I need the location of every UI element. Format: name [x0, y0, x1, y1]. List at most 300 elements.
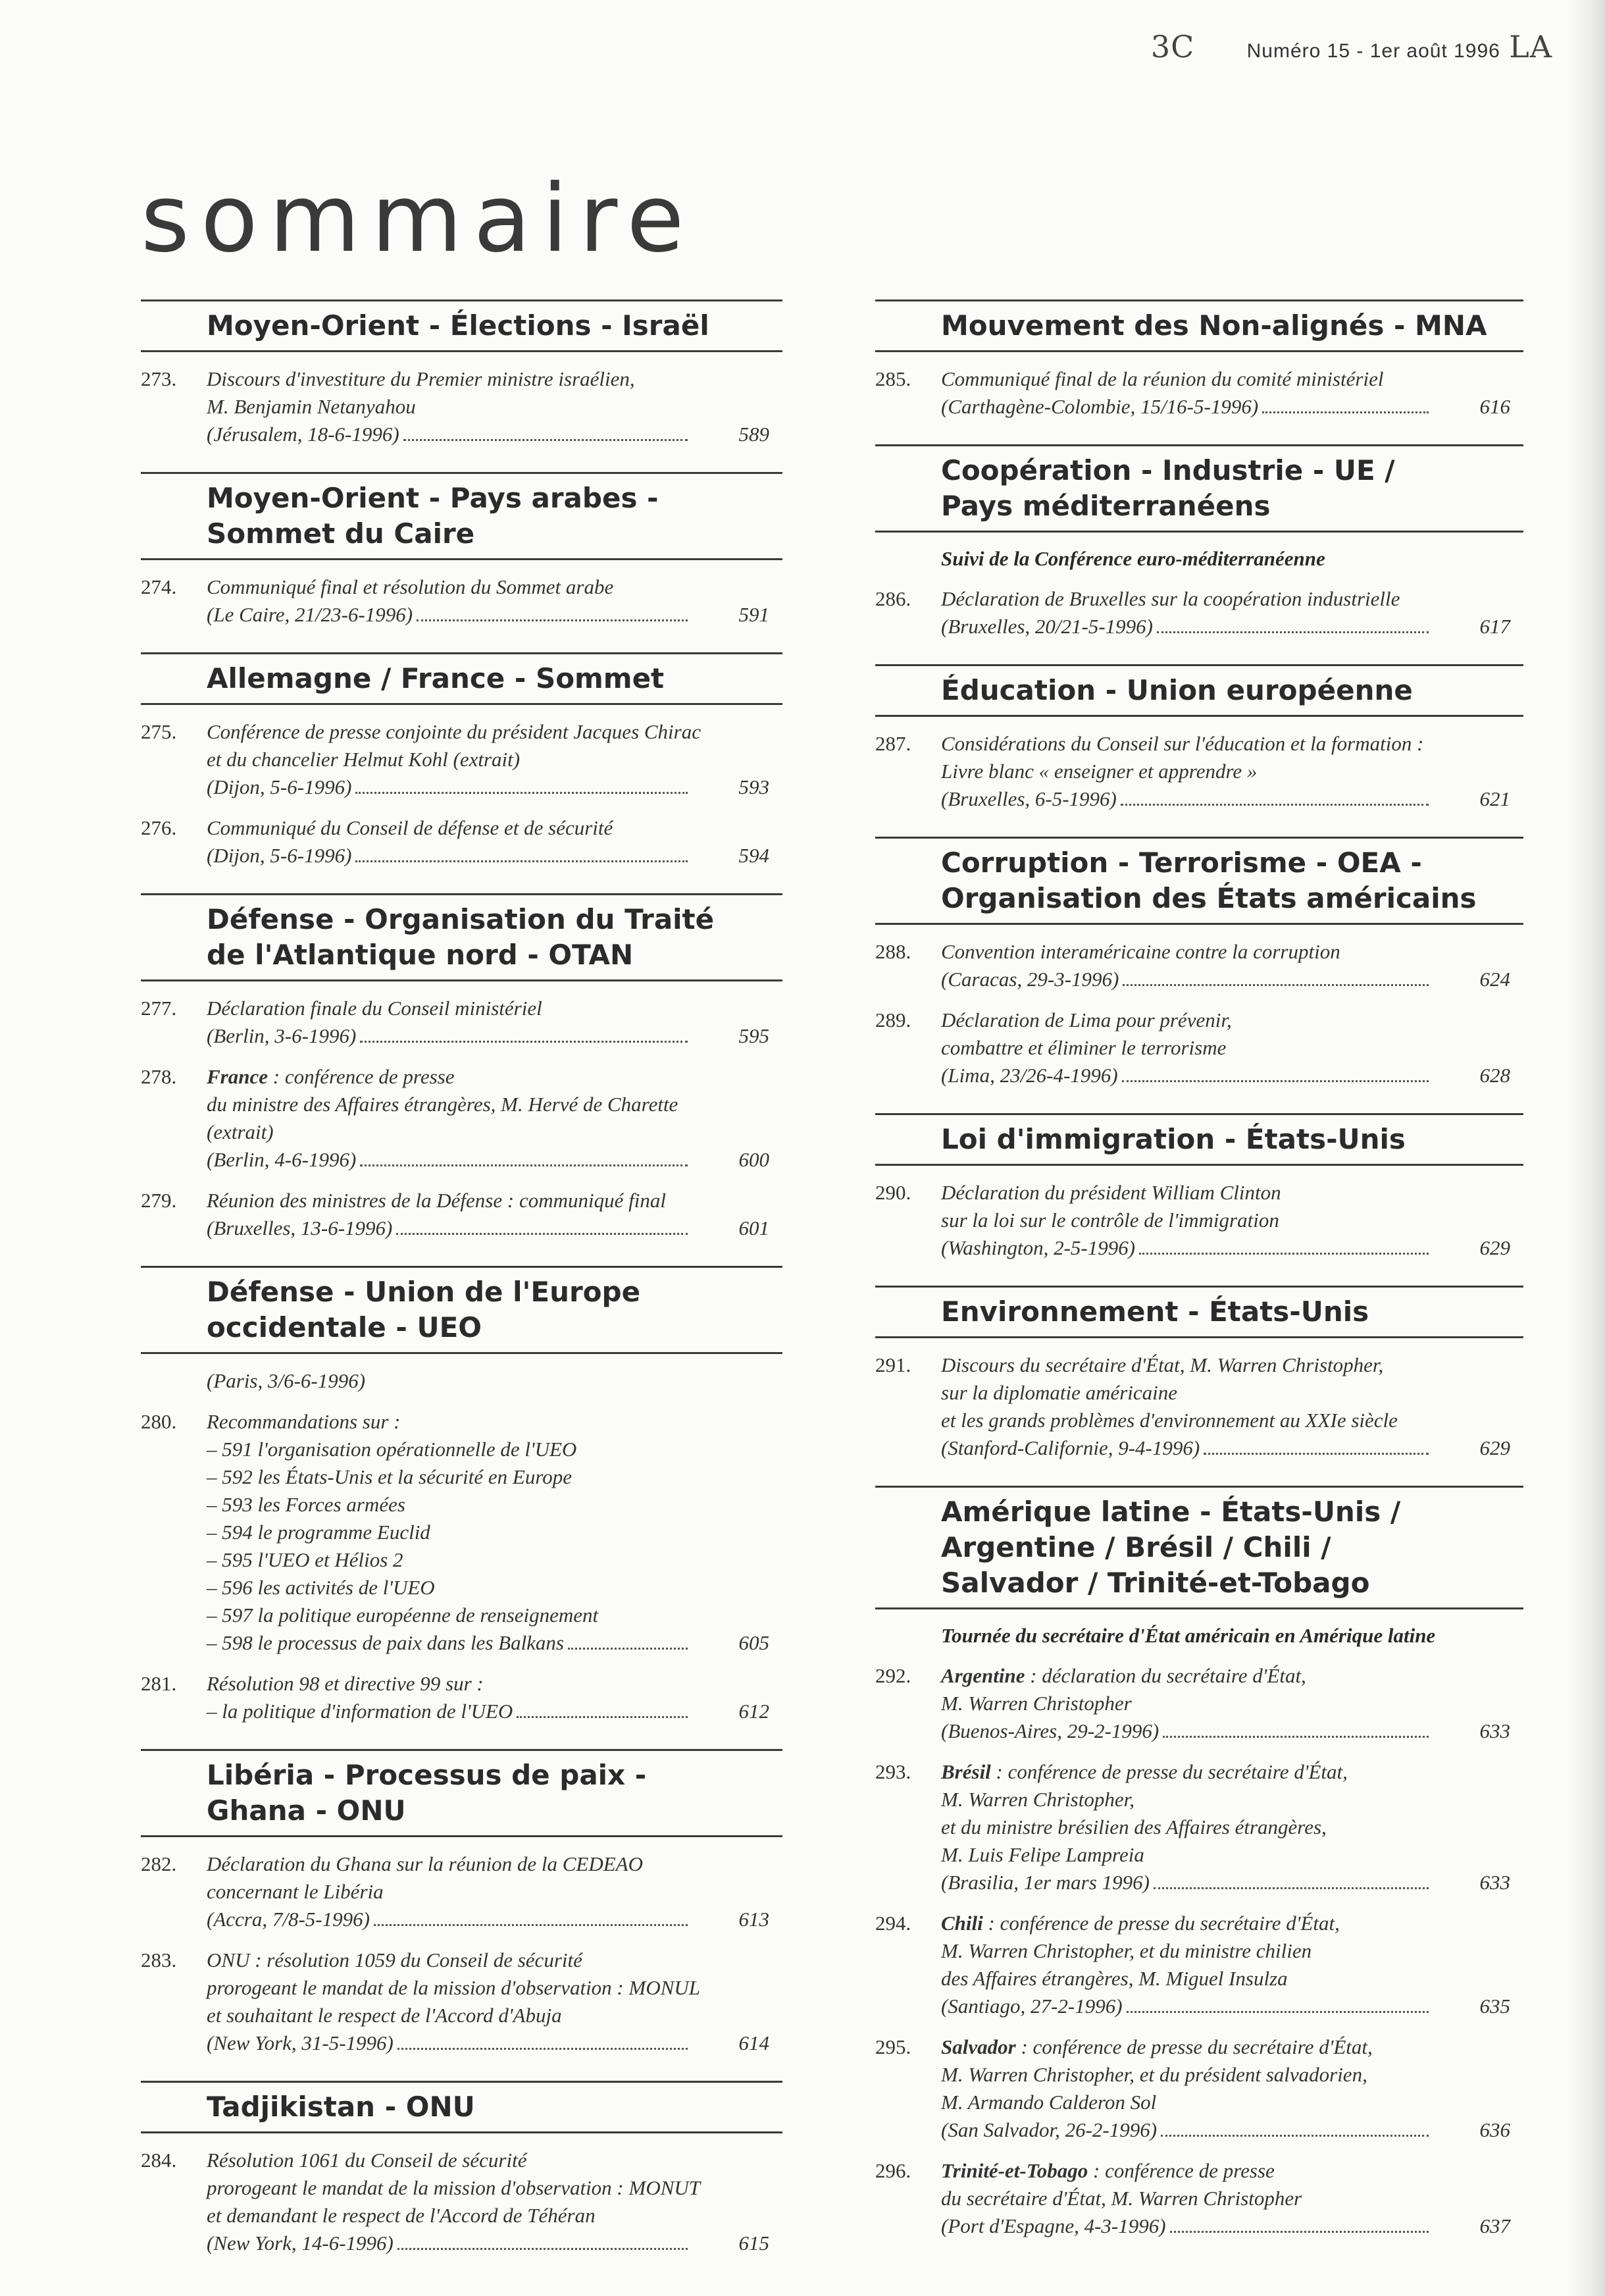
page-number: 615	[738, 2231, 769, 2255]
entry-line-text: (Caracas, 29-3-1996)	[941, 968, 1119, 991]
entry-line	[207, 1436, 697, 1463]
toc-entry	[141, 814, 782, 870]
entry-line-text: prorogeant le mandat de la mission d'observation : MONUL	[207, 1976, 701, 1999]
entry-line	[207, 1146, 697, 1174]
entry-country: France	[207, 1065, 268, 1088]
entry-line	[941, 1179, 1438, 1207]
toc-entry	[875, 585, 1523, 640]
handwritten-note-end: LA	[1509, 29, 1552, 65]
entry-line	[207, 1878, 697, 1906]
entry-line	[207, 1463, 697, 1491]
entry-line-text: (Lima, 23/26-4-1996)	[941, 1064, 1118, 1087]
entry-line	[941, 1407, 1438, 1434]
entry-text	[207, 2147, 701, 2257]
entry-line-text: (Dijon, 5-6-1996)	[207, 844, 352, 867]
entry-line-text: (extrait)	[207, 1120, 274, 1143]
page-number: 628	[1479, 1064, 1510, 1087]
entry-line	[941, 1869, 1438, 1896]
section-heading	[141, 652, 782, 705]
dot-leader	[1157, 625, 1429, 633]
section-heading	[141, 2081, 782, 2133]
dot-leader	[1161, 2128, 1429, 2137]
page-number: 621	[1479, 787, 1510, 810]
entry-line	[207, 1408, 697, 1436]
entry-line-text: – la politique d'information de l'UEO	[207, 1700, 513, 1723]
entry-text	[207, 365, 697, 448]
entry-line-text: M. Armando Calderon Sol	[941, 2091, 1157, 2114]
entry-line-text: sur la loi sur le contrôle de l'immigration	[941, 1209, 1279, 1232]
toc-entry	[141, 1063, 782, 1174]
entry-line	[941, 1910, 1438, 1937]
dot-leader	[1127, 2004, 1429, 2013]
entry-line-text: Déclaration de Lima pour prévenir,	[941, 1008, 1232, 1031]
entry-line	[941, 758, 1438, 785]
entry-line-text: (Bruxelles, 20/21-5-1996)	[941, 615, 1153, 638]
entry-line	[941, 1662, 1438, 1690]
entry-line-text: (San Salvador, 26-2-1996)	[941, 2118, 1158, 2141]
toc-section	[141, 893, 782, 1242]
entry-text	[941, 938, 1438, 993]
toc-section	[875, 1113, 1523, 1262]
entry-text	[207, 1367, 697, 1395]
entry-line	[941, 966, 1438, 993]
entry-line	[941, 613, 1438, 640]
section-heading-line: Argentine / Brésil / Chili /	[941, 1531, 1331, 1563]
section-heading-line: Moyen-Orient - Élections - Israël	[207, 309, 709, 342]
toc-section	[141, 1749, 782, 2057]
entry-line	[207, 1519, 697, 1546]
entry-line-text: M. Warren Christopher, et du ministre chilien	[941, 1939, 1312, 1962]
entry-number: 277.	[141, 997, 177, 1020]
entry-country: Argentine	[941, 1664, 1025, 1687]
entry-line	[941, 938, 1438, 966]
left-column	[141, 300, 782, 2281]
page-number: 594	[738, 844, 769, 867]
dot-leader	[417, 613, 688, 621]
section-heading-line: Moyen-Orient - Pays arabes -	[207, 482, 659, 514]
entry-line-text: Communiqué final de la réunion du comité ministériel	[941, 367, 1384, 390]
entry-number: 275.	[141, 720, 177, 743]
entry-line	[207, 1022, 697, 1050]
dot-leader	[360, 1034, 688, 1043]
entry-line-text: et du chancelier Helmut Kohl (extrait)	[207, 748, 521, 771]
dot-leader	[568, 1641, 688, 1650]
entry-line	[941, 393, 1438, 421]
entry-line	[207, 421, 697, 448]
toc-section	[875, 1486, 1523, 2240]
page-number: 600	[738, 1148, 769, 1171]
toc-section	[141, 652, 782, 870]
entry-line	[941, 1379, 1438, 1407]
entry-line	[207, 1602, 697, 1629]
toc-section	[875, 664, 1523, 813]
entry-line-text: – 596 les activités de l'UEO	[207, 1576, 435, 1599]
entry-text	[941, 1351, 1438, 1462]
entry-number: 280.	[141, 1410, 177, 1433]
entry-number: 281.	[141, 1672, 177, 1695]
entry-text	[941, 1662, 1438, 1745]
page-number: 637	[1479, 2214, 1510, 2237]
section-heading	[875, 837, 1523, 925]
section-heading	[875, 1486, 1523, 1609]
entry-number: 292.	[875, 1664, 911, 1687]
entry-text	[207, 718, 701, 801]
page-number: 593	[738, 775, 769, 798]
entry-line	[941, 1965, 1438, 1993]
section-heading-line: Mouvement des Non-alignés - MNA	[941, 309, 1487, 342]
dot-leader	[1121, 797, 1429, 806]
toc-section	[141, 300, 782, 448]
dot-leader	[1122, 1074, 1429, 1082]
toc-entry	[875, 1758, 1523, 1896]
entry-line-text: – 594 le programme Euclid	[207, 1521, 430, 1544]
entry-line	[207, 995, 697, 1022]
toc-entry	[141, 995, 782, 1050]
entry-text	[941, 1006, 1438, 1089]
toc-section	[141, 1266, 782, 1725]
page-number: 612	[738, 1700, 769, 1723]
entry-number: 278.	[141, 1065, 177, 1088]
page-title: sommaire	[141, 165, 696, 273]
dot-leader	[403, 432, 688, 441]
dot-leader	[1123, 978, 1429, 986]
entry-line	[207, 1574, 697, 1602]
page-number: 633	[1479, 1871, 1510, 1894]
entry-line-text: (Port d'Espagne, 4-3-1996)	[941, 2214, 1166, 2237]
entry-line-text: et demandant le respect de l'Accord de Téhéran	[207, 2204, 596, 2227]
entry-text	[207, 995, 697, 1050]
entry-line-text: M. Warren Christopher	[941, 1692, 1132, 1715]
toc-section	[875, 1286, 1523, 1462]
entry-line	[941, 2116, 1438, 2144]
entry-line	[207, 1698, 697, 1725]
entry-number: 295.	[875, 2035, 911, 2058]
entry-text	[941, 585, 1438, 640]
entry-line-text: (Stanford-Californie, 9-4-1996)	[941, 1436, 1200, 1459]
entry-line	[207, 2202, 697, 2230]
section-heading-line: Sommet du Caire	[207, 517, 475, 550]
entry-text	[941, 1179, 1438, 1262]
entry-text	[941, 1910, 1438, 2020]
entry-country: Brésil	[941, 1760, 991, 1783]
entry-line-text: (Bruxelles, 6-5-1996)	[941, 787, 1117, 810]
entry-line-text: et les grands problèmes d'environnement au XXIe siècle	[941, 1409, 1398, 1432]
entry-line-text: Conférence de presse conjointe du président Jacques Chirac	[207, 720, 701, 743]
entry-line-text: Résolution 98 et directive 99 sur :	[207, 1672, 484, 1695]
entry-line	[207, 1546, 697, 1574]
entry-line-text: M. Benjamin Netanyahou	[207, 395, 416, 418]
entry-line-text: : conférence de presse du secrétaire d'État,	[982, 1912, 1340, 1935]
entry-text	[941, 2157, 1438, 2240]
entry-line-text: (Santiago, 27-2-1996)	[941, 1995, 1123, 2018]
entry-line-text: Communiqué final et résolution du Sommet arabe	[207, 575, 614, 598]
section-heading-line: Pays méditerranéens	[941, 490, 1271, 522]
masthead	[1151, 29, 1552, 65]
toc-entry	[141, 1670, 782, 1725]
entry-line	[941, 1993, 1438, 2020]
entry-line	[207, 2174, 701, 2202]
entry-line	[207, 1367, 697, 1395]
entry-text	[207, 1850, 697, 1933]
entry-line-text: (Washington, 2-5-1996)	[941, 1236, 1136, 1259]
entry-line-text: Convention interaméricaine contre la corruption	[941, 940, 1340, 963]
entry-number: 283.	[141, 1948, 177, 1971]
entry-line	[207, 1974, 701, 2002]
page-number: 589	[738, 423, 769, 446]
toc-entry	[875, 730, 1523, 813]
entry-line	[941, 1062, 1438, 1089]
dot-leader	[1170, 2224, 1429, 2233]
entry-line-text: Réunion des ministres de la Défense : communiqué final	[207, 1189, 666, 1212]
entry-line-text: Déclaration finale du Conseil ministériel	[207, 997, 542, 1020]
entry-line	[941, 365, 1438, 393]
entry-line-text: (Bruxelles, 13-6-1996)	[207, 1216, 393, 1239]
entry-line	[941, 1034, 1438, 1062]
entry-text	[207, 1063, 697, 1174]
entry-line-text: Discours du secrétaire d'État, M. Warren Christopher,	[941, 1353, 1384, 1376]
entry-line-text: (Accra, 7/8-5-1996)	[207, 1908, 370, 1931]
page-number: 633	[1479, 1719, 1510, 1742]
entry-line-text: du secrétaire d'État, M. Warren Christopher	[941, 2187, 1302, 2210]
entry-line	[207, 1063, 697, 1091]
dot-leader	[1163, 1729, 1429, 1738]
section-heading-line: Défense - Organisation du Traité	[207, 903, 715, 935]
entry-line	[941, 2089, 1438, 2116]
entry-line	[207, 718, 701, 746]
entry-line-text: Discours d'investiture du Premier ministre israélien,	[207, 367, 635, 390]
toc-entry	[141, 1946, 782, 2057]
entry-line	[207, 842, 697, 870]
section-heading	[141, 300, 782, 352]
entry-text	[207, 573, 697, 629]
toc-entry	[875, 1662, 1523, 1745]
dot-leader	[1262, 405, 1429, 413]
entry-text	[207, 1946, 701, 2057]
entry-line-text: Déclaration du Ghana sur la réunion de la CEDEAO	[207, 1852, 644, 1875]
entry-line	[941, 1937, 1438, 1965]
entry-line-text: : conférence de presse du secrétaire d'État,	[990, 1760, 1348, 1783]
entry-line-text: (Paris, 3/6-6-1996)	[207, 1369, 366, 1392]
section-heading	[875, 1286, 1523, 1338]
entry-line-text: (Berlin, 4-6-1996)	[207, 1148, 357, 1171]
entry-line-text: Déclaration du président William Clinton	[941, 1181, 1281, 1204]
section-subtitle: Suivi de la Conférence euro-méditerranéenne	[941, 547, 1325, 570]
toc-entry	[141, 1367, 782, 1395]
section-heading	[875, 664, 1523, 717]
entry-line-text: prorogeant le mandat de la mission d'observation : MONUT	[207, 2176, 701, 2199]
page-number: 601	[738, 1216, 769, 1239]
entry-number: 287.	[875, 732, 911, 755]
entry-line	[207, 814, 697, 842]
entry-line	[207, 1670, 697, 1698]
dot-leader	[1139, 1246, 1429, 1255]
entry-line	[207, 2230, 697, 2257]
toc-entry	[875, 365, 1523, 421]
section-heading-line: Salvador / Trinité-et-Tobago	[941, 1567, 1370, 1599]
dot-leader	[1154, 1881, 1429, 1889]
entry-line	[941, 785, 1438, 813]
section-heading	[875, 444, 1523, 533]
entry-text	[941, 2033, 1438, 2144]
entry-line-text: (Jérusalem, 18-6-1996)	[207, 423, 399, 446]
toc-entry	[141, 2147, 782, 2257]
toc-section	[875, 300, 1523, 421]
entry-line	[207, 2002, 697, 2029]
entry-line	[941, 2212, 1438, 2240]
entry-line	[207, 365, 697, 393]
entry-line	[941, 1006, 1438, 1034]
section-heading-line: Ghana - ONU	[207, 1794, 406, 1827]
toc-section	[875, 444, 1523, 640]
entry-line	[207, 1629, 697, 1657]
toc-entry	[875, 1006, 1523, 1089]
dot-leader	[374, 1918, 688, 1926]
section-heading-line: Coopération - Industrie - UE /	[941, 454, 1395, 486]
page-number: 616	[1479, 395, 1510, 418]
entry-line-text: – 591 l'organisation opérationnelle de l'UEO	[207, 1438, 577, 1461]
section-heading-line: Loi d'immigration - États-Unis	[941, 1123, 1406, 1155]
toc-entry	[141, 573, 782, 629]
entry-line	[207, 1906, 697, 1933]
issue-number: Numéro 15 - 1er août 1996	[1246, 40, 1500, 62]
entry-number: 288.	[875, 940, 911, 963]
toc-section	[141, 472, 782, 629]
entry-line-text: M. Warren Christopher,	[941, 1788, 1134, 1811]
entry-line	[207, 1946, 697, 1974]
entry-line	[941, 2157, 1438, 2185]
entry-line-text: – 595 l'UEO et Hélios 2	[207, 1548, 403, 1571]
toc-entry	[875, 2033, 1523, 2144]
section-heading-line: occidentale - UEO	[207, 1311, 482, 1344]
entry-line	[941, 2061, 1438, 2089]
entry-line-text: : conférence de presse	[268, 1065, 455, 1088]
page-number: 629	[1479, 1436, 1510, 1459]
entry-line	[207, 1491, 697, 1519]
entry-line	[207, 1118, 697, 1146]
entry-line	[941, 1813, 1438, 1841]
entry-line-text: (New York, 14-6-1996)	[207, 2231, 394, 2255]
page-number: 624	[1479, 968, 1510, 991]
dot-leader	[397, 2241, 688, 2250]
entry-line-text: (Brasilia, 1er mars 1996)	[941, 1871, 1150, 1894]
entry-number: 279.	[141, 1189, 177, 1212]
section-heading-line: Environnement - États-Unis	[941, 1295, 1369, 1328]
entry-line-text: sur la diplomatie américaine	[941, 1381, 1178, 1404]
entry-text	[941, 365, 1438, 421]
entry-line-text: du ministre des Affaires étrangères, M. Hervé de Charette	[207, 1093, 678, 1116]
entry-line	[207, 393, 697, 421]
entry-line-text: (Dijon, 5-6-1996)	[207, 775, 352, 798]
toc-entry	[875, 1910, 1523, 2020]
entry-line-text: – 597 la politique européenne de renseignement	[207, 1604, 599, 1627]
entry-line	[207, 2147, 697, 2174]
section-heading	[141, 1266, 782, 1354]
entry-line-text: ONU : résolution 1059 du Conseil de sécurité	[207, 1948, 582, 1971]
entry-number: 274.	[141, 575, 177, 598]
toc-entry	[141, 1408, 782, 1657]
entry-line	[207, 601, 697, 629]
section-heading-line: Organisation des États américains	[941, 882, 1477, 914]
entry-text	[207, 1187, 697, 1242]
entry-line-text: Communiqué du Conseil de défense et de sécurité	[207, 816, 613, 839]
entry-line-text: et du ministre brésilien des Affaires étrangères,	[941, 1815, 1327, 1839]
entry-line	[941, 1207, 1438, 1234]
entry-line	[941, 2033, 1438, 2061]
toc-entry	[141, 1850, 782, 1933]
section-heading-line: Corruption - Terrorisme - OEA -	[941, 847, 1422, 879]
entry-line-text: Recommandations sur :	[207, 1410, 401, 1433]
entry-text	[207, 1408, 697, 1657]
toc-entry	[875, 1351, 1523, 1462]
entry-line-text: Considérations du Conseil sur l'éducation et la formation :	[941, 732, 1424, 755]
toc-entry	[875, 1179, 1523, 1262]
entry-line	[941, 1758, 1438, 1786]
page-edge-shadow	[1566, 0, 1605, 2296]
entry-line	[941, 1234, 1438, 1262]
entry-line	[941, 1841, 1438, 1869]
entry-line-text: – 592 les États-Unis et la sécurité en Europe	[207, 1465, 573, 1488]
entry-number: 291.	[875, 1353, 911, 1376]
entry-line	[941, 1717, 1438, 1745]
entry-number: 285.	[875, 367, 911, 390]
entry-line-text: et souhaitant le respect de l'Accord d'Abuja	[207, 2004, 562, 2027]
entry-line	[941, 730, 1438, 758]
toc-section	[141, 2081, 782, 2257]
entry-line-text: : conférence de presse	[1088, 2159, 1275, 2182]
entry-line	[941, 1690, 1438, 1717]
page-number: 617	[1479, 615, 1510, 638]
handwritten-note: 3C	[1150, 29, 1195, 65]
section-heading-line: Tadjikistan - ONU	[207, 2091, 475, 2123]
entry-line	[941, 585, 1438, 613]
section-heading-line: Allemagne / France - Sommet	[207, 662, 665, 694]
entry-line	[207, 746, 697, 773]
entry-country: Chili	[941, 1912, 983, 1935]
dot-leader	[360, 1158, 688, 1166]
dot-leader	[396, 1226, 688, 1235]
entry-line-text: combattre et éliminer le terrorisme	[941, 1036, 1227, 1059]
section-heading-line: Éducation - Union européenne	[941, 674, 1413, 706]
entry-country: Salvador	[941, 2035, 1016, 2058]
entry-line-text: (Le Caire, 21/23-6-1996)	[207, 603, 413, 626]
toc-entry	[875, 938, 1523, 993]
entry-line-text: : conférence de presse du secrétaire d'État,	[1015, 2035, 1373, 2058]
entry-number: 276.	[141, 816, 177, 839]
section-heading	[875, 300, 1523, 352]
entry-number: 289.	[875, 1008, 911, 1031]
entry-number: 273.	[141, 367, 177, 390]
entry-text	[207, 814, 697, 870]
entry-number: 296.	[875, 2159, 911, 2182]
section-heading	[875, 1113, 1523, 1166]
dot-leader	[355, 785, 688, 794]
entry-text	[941, 1758, 1438, 1896]
section-subtitle: Tournée du secrétaire d'État américain en Amérique latine	[941, 1624, 1436, 1647]
page-number: 613	[738, 1908, 769, 1931]
page-number: 636	[1479, 2118, 1510, 2141]
page-number: 591	[738, 603, 769, 626]
entry-line	[941, 1351, 1438, 1379]
right-column	[875, 300, 1523, 2264]
entry-line-text: (Berlin, 3-6-1996)	[207, 1024, 357, 1047]
entry-number: 284.	[141, 2149, 177, 2172]
entry-line	[207, 1187, 697, 1214]
page-number: 629	[1479, 1236, 1510, 1259]
entry-line-text: M. Warren Christopher, et du président salvadorien,	[941, 2063, 1367, 2086]
entry-line	[207, 1091, 697, 1118]
section-heading	[141, 1749, 782, 1837]
entry-line-text: (Buenos-Aires, 29-2-1996)	[941, 1719, 1159, 1742]
